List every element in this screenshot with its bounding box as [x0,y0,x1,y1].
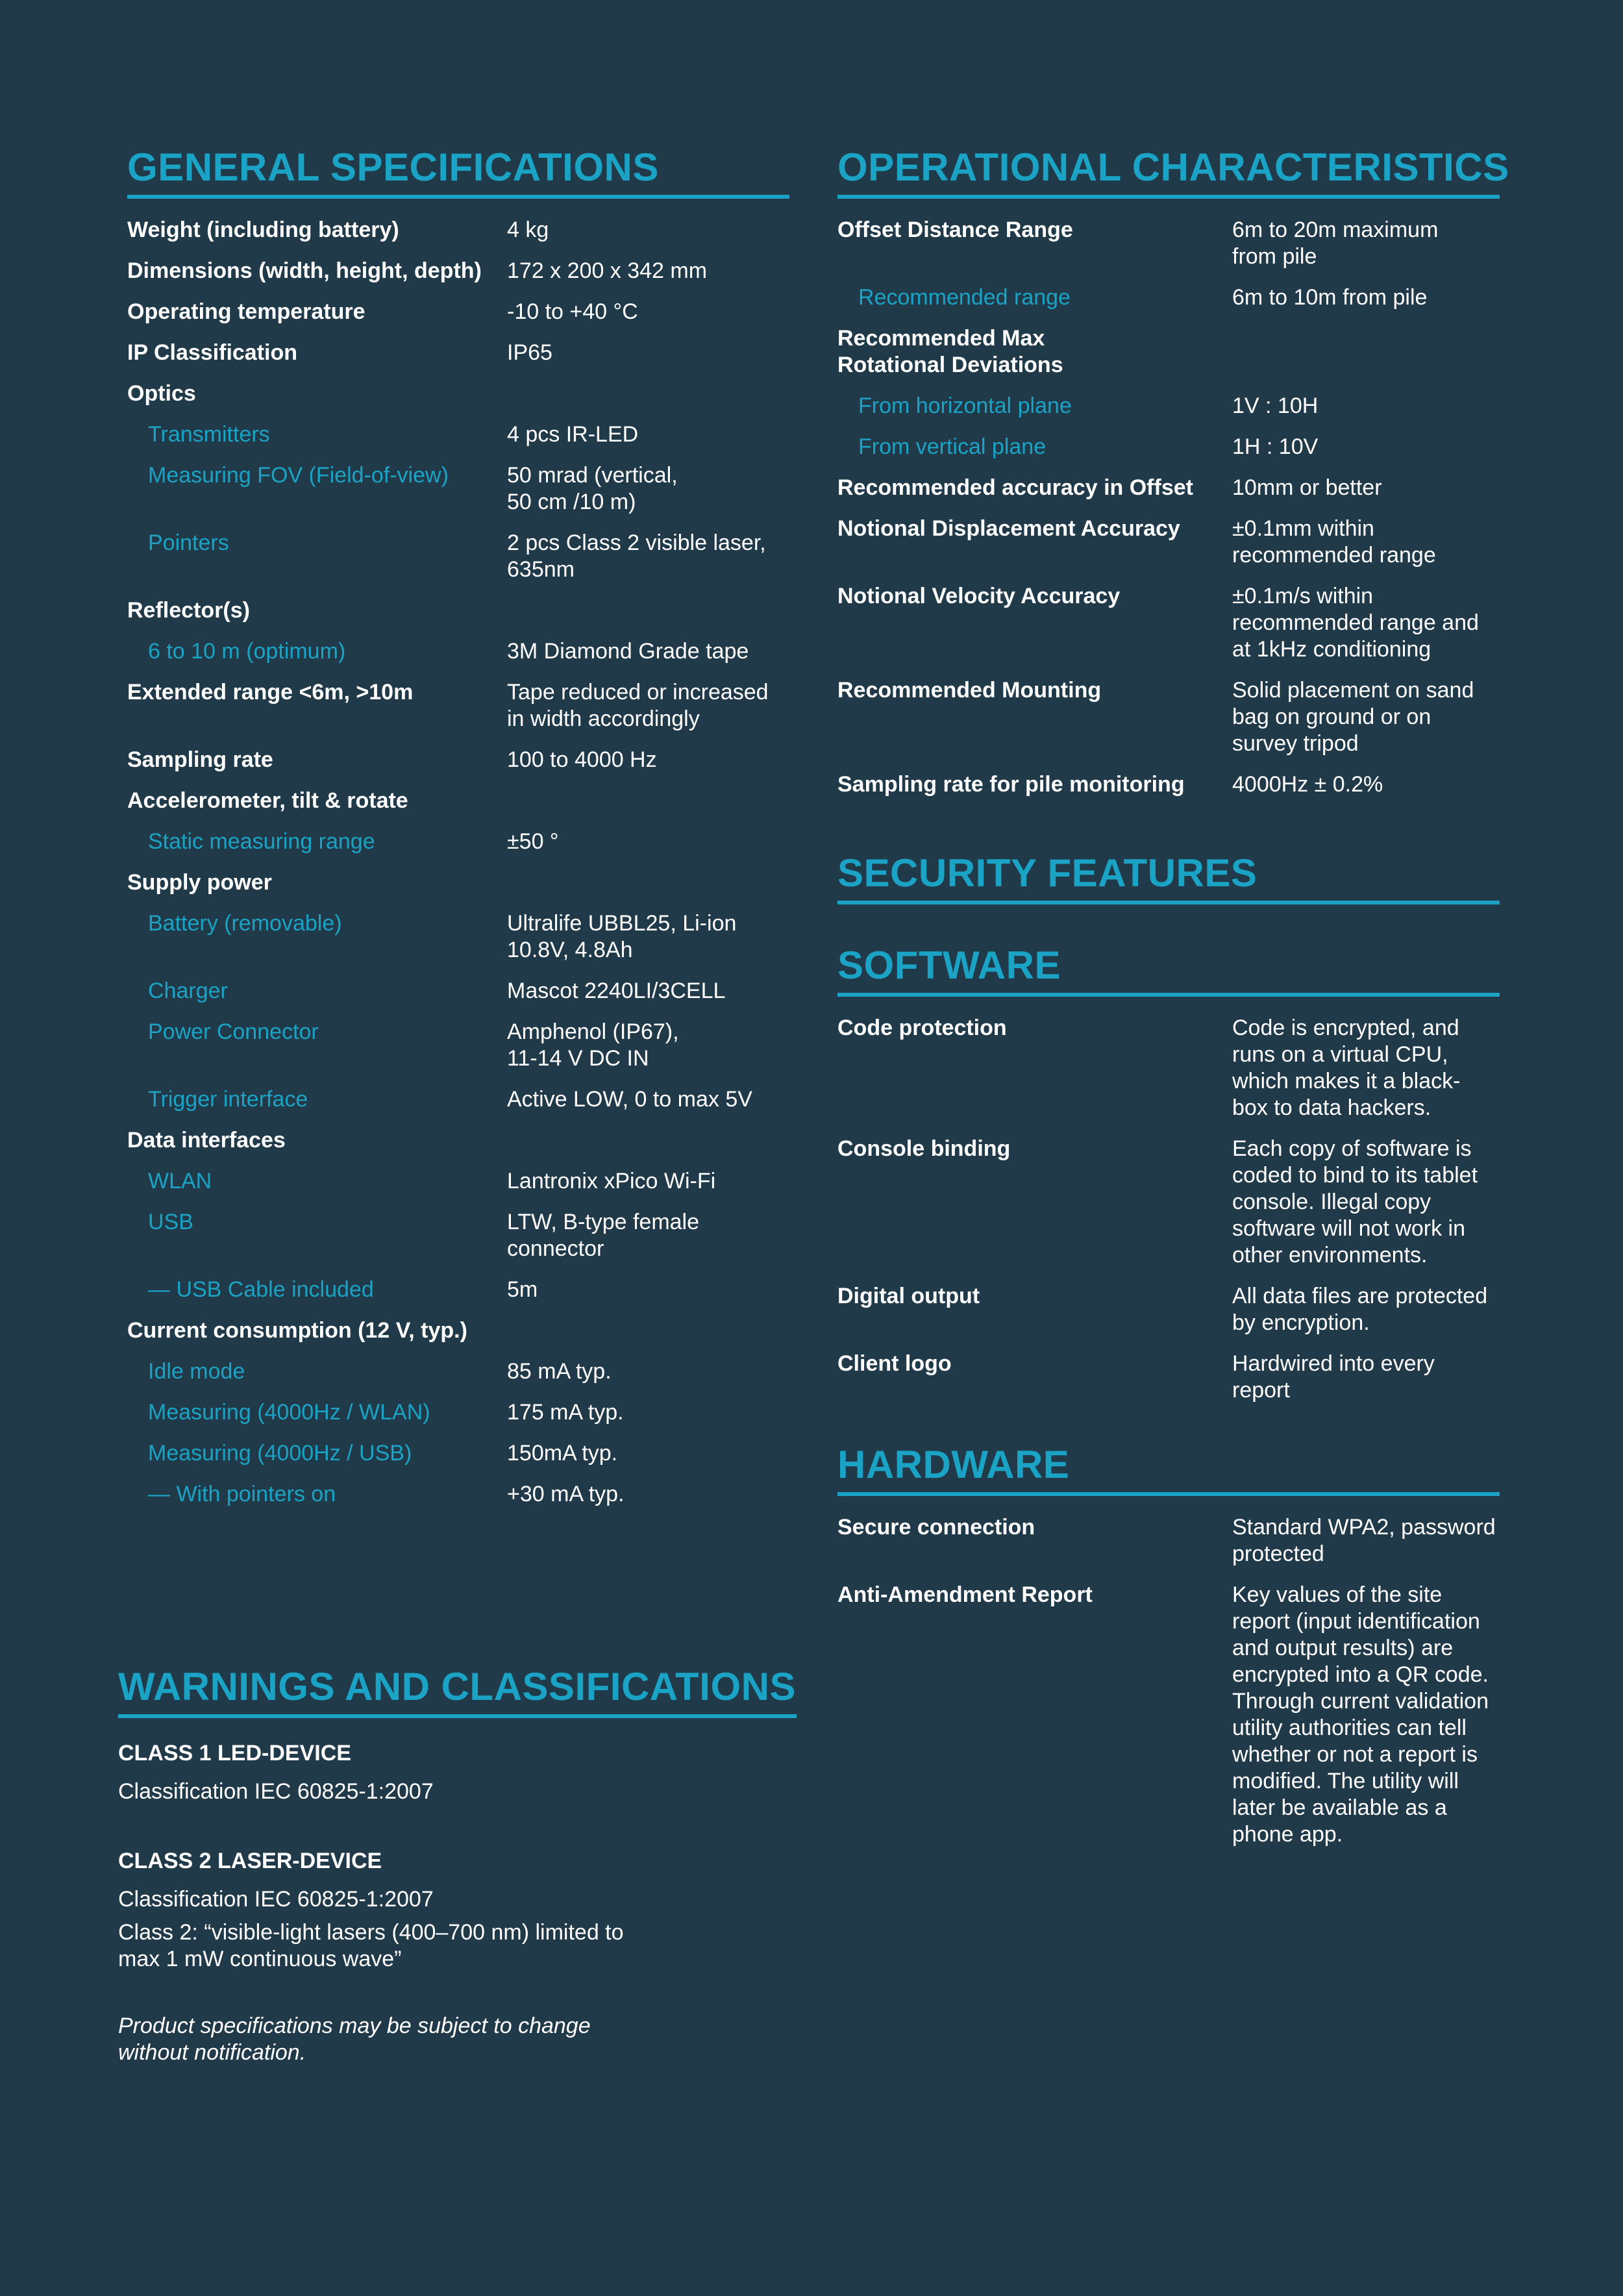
spec-row [127,747,789,773]
spec-label: Accelerometer, tilt & rotate [127,788,408,813]
spec-value: 6m to 10m from pile [1232,285,1428,310]
spec-value: Tape reduced or increased in width accordingly [507,680,769,731]
warnings-heading: WARNINGS AND CLASSIFICATIONS [118,1667,797,1718]
spec-label: Supply power [127,870,272,895]
spec-row [127,978,789,1004]
spec-row [127,1317,789,1344]
spec-value: Amphenol (IP67), 11-14 V DC IN [507,1019,679,1071]
spec-label: Pointers [148,530,229,555]
spec-row [837,516,1500,569]
spec-value [507,1317,789,1344]
spec-label: Idle mode [148,1359,245,1384]
general-specifications-section [127,145,789,1522]
operational-characteristics-heading: OPERATIONAL CHARACTERISTICS [837,148,1500,199]
spec-row [127,1209,789,1262]
spec-value: Solid placement on sand bag on ground or on survey tripod [1232,678,1474,756]
spec-row [127,910,789,964]
spec-label: Client logo [837,1351,952,1376]
spec-row [127,597,789,624]
spec-row [127,869,789,896]
spec-row [127,530,789,583]
spec-row [837,217,1500,270]
spec-value: +30 mA typ. [507,1482,625,1506]
spec-value: LTW, B-type female connector [507,1210,700,1261]
spec-value: Lantronix xPico Wi-Fi [507,1169,716,1193]
class2-title: CLASS 2 LASER-DEVICE [118,1849,382,1873]
software-section [837,943,1500,1404]
spec-label: Trigger interface [148,1087,308,1112]
spec-value: 4 kg [507,218,549,242]
spec-row [837,393,1500,419]
spec-row [837,325,1500,379]
spec-value: Hardwired into every report [1232,1351,1435,1403]
hardware-section [837,1445,1500,1848]
spec-row [837,434,1500,460]
spec-row [127,299,789,325]
spec-label: Secure connection [837,1515,1035,1540]
spec-label: Recommended accuracy in Offset [837,475,1193,500]
spec-row [127,788,789,814]
spec-value: 2 pcs Class 2 visible laser, 635nm [507,530,766,582]
spec-value: 50 mrad (vertical, 50 cm /10 m) [507,463,678,514]
spec-value: -10 to +40 °C [507,299,638,324]
spec-label: 6 to 10 m (optimum) [148,639,346,664]
security-features-heading: SECURITY FEATURES [837,854,1500,905]
spec-row [837,677,1500,757]
spec-value: 1H : 10V [1232,434,1319,459]
spec-value: 6m to 20m maximum from pile [1232,218,1439,269]
spec-label: Recommended range [858,285,1071,310]
spec-row [837,1351,1500,1404]
spec-label: Recommended Mounting [837,678,1102,703]
hardware-heading: HARDWARE [837,1445,1500,1496]
spec-value: Code is encrypted, and runs on a virtual CPU, which makes it a black- box to data hackers. [1232,1016,1461,1120]
spec-value [507,869,789,896]
spec-label: From vertical plane [858,434,1047,459]
spec-row [127,1086,789,1113]
spec-value: 5m [507,1277,538,1302]
spec-value: Each copy of software is coded to bind to its tablet console. Illegal copy software will not work in other environments. [1232,1136,1478,1267]
spec-row [127,258,789,284]
spec-row [127,381,789,407]
spec-row [127,421,789,448]
spec-label: Reflector(s) [127,598,250,623]
spec-label: Charger [148,979,228,1003]
spec-label: Operating temperature [127,299,365,324]
class2-description: Class 2: “visible-light lasers (400–700 nm) limited to max 1 mW continuous wave” [118,1920,624,1971]
spec-value: All data files are protected by encryption. [1232,1284,1488,1335]
spec-row [127,217,789,243]
section-spacer [837,1418,1500,1445]
spec-value: 172 x 200 x 342 mm [507,258,708,283]
spacer [118,1812,797,1848]
spec-label: Data interfaces [127,1128,286,1153]
spec-value: 4 pcs IR-LED [507,422,639,447]
spec-label: Sampling rate for pile monitoring [837,772,1185,797]
spec-label: Notional Velocity Accuracy [837,584,1121,608]
spec-row [837,284,1500,311]
spec-label: Power Connector [148,1019,319,1044]
spec-label: WLAN [148,1169,212,1193]
spec-label: — With pointers on [148,1482,336,1506]
warnings-section [118,1667,797,2066]
spec-row [837,475,1500,501]
spec-label: Sampling rate [127,747,273,772]
spec-row [127,829,789,855]
spec-value: 85 mA typ. [507,1359,612,1384]
spec-label: Weight (including battery) [127,218,399,242]
class1-title: CLASS 1 LED-DEVICE [118,1741,351,1766]
spec-row [127,1399,789,1426]
hardware-list [837,1514,1500,1848]
spec-label: Measuring (4000Hz / WLAN) [148,1400,430,1425]
spec-label: Notional Displacement Accuracy [837,516,1180,541]
spec-row [837,583,1500,663]
spec-row [837,1514,1500,1567]
spec-label: Optics [127,381,196,406]
spec-row [127,1019,789,1072]
spec-value: ±50 ° [507,829,559,854]
spec-value: ±0.1m/s within recommended range and at 1kHz conditioning [1232,584,1479,662]
spec-value [507,597,789,624]
spec-label: Anti-Amendment Report [837,1582,1093,1607]
spec-label: Code protection [837,1016,1007,1040]
general-specifications-list [127,217,789,1508]
class2-text: Classification IEC 60825-1:2007 [118,1887,434,1912]
class1-text: Classification IEC 60825-1:2007 [118,1779,434,1804]
spec-row [837,771,1500,798]
spec-value: 175 mA typ. [507,1400,624,1425]
spec-value [507,1127,789,1154]
spec-label: IP Classification [127,340,298,365]
spec-value: Active LOW, 0 to max 5V [507,1087,752,1112]
spec-label: Extended range <6m, >10m [127,680,414,705]
spec-label: USB [148,1210,193,1234]
spec-value [507,788,789,814]
spec-label: Transmitters [148,422,270,447]
spec-row [837,1015,1500,1121]
spec-row [837,1582,1500,1848]
spec-label: Current consumption (12 V, typ.) [127,1318,467,1343]
spec-label: Offset Distance Range [837,218,1073,242]
spec-label: Digital output [837,1284,980,1308]
spec-row [127,340,789,366]
software-heading: SOFTWARE [837,946,1500,997]
disclaimer-note: Product specifications may be subject to change without notification. [118,2014,591,2065]
general-specifications-heading: GENERAL SPECIFICATIONS [127,148,789,199]
operational-characteristics-list [837,217,1500,798]
spec-row [837,1136,1500,1269]
spec-value: 1V : 10H [1232,393,1319,418]
spec-value: 100 to 4000 Hz [507,747,657,772]
spec-label: Dimensions (width, height, depth) [127,258,482,283]
spec-value: Ultralife UBBL25, Li-ion 10.8V, 4.8Ah [507,911,737,962]
section-spacer [837,923,1500,946]
spec-value: Standard WPA2, password protected [1232,1515,1496,1566]
spec-value: 150mA typ. [507,1441,618,1466]
right-column [837,145,1509,1862]
spec-label: From horizontal plane [858,393,1072,418]
software-list [837,1015,1500,1404]
spec-value: 4000Hz ± 0.2% [1232,772,1383,797]
spec-row [127,1358,789,1385]
spec-label: Measuring FOV (Field-of-view) [148,463,449,488]
spec-row [127,1168,789,1195]
spec-value: Mascot 2240LI/3CELL [507,979,726,1003]
spec-label: Static measuring range [148,829,375,854]
spec-row [837,1283,1500,1336]
spec-value [507,381,789,407]
spec-row [127,679,789,732]
spec-label: Measuring (4000Hz / USB) [148,1441,412,1466]
operational-characteristics-section [837,145,1509,798]
spec-label: — USB Cable included [148,1277,374,1302]
spec-value: ±0.1mm within recommended range [1232,516,1436,568]
spec-row [127,1440,789,1467]
spec-row [127,1127,789,1154]
spec-row [127,1481,789,1508]
spec-row [127,1277,789,1303]
spec-value [1232,325,1500,379]
section-spacer [837,812,1500,854]
spec-value: 10mm or better [1232,475,1382,500]
spec-row [127,638,789,665]
spec-value: Key values of the site report (input identification and output results) are encrypted into a QR code. Through current validation utility authorities can tell whether or not a report is modified. The utility will later be available as a phone app. [1232,1582,1489,1847]
spec-value: 3M Diamond Grade tape [507,639,749,664]
spec-label: Recommended Max Rotational Deviations [837,326,1063,377]
spec-label: Battery (removable) [148,911,342,936]
spec-value: IP65 [507,340,552,365]
spec-label: Console binding [837,1136,1011,1161]
spec-row [127,462,789,516]
